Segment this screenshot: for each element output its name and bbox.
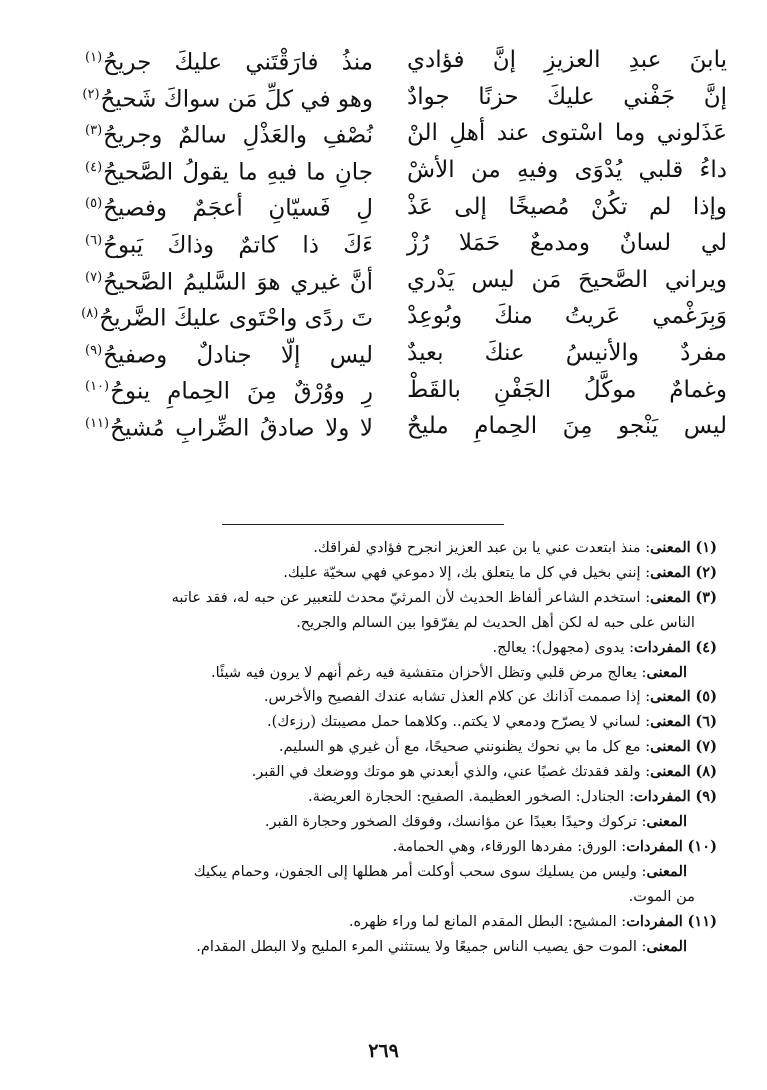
- footnote-number: (١١): [687, 912, 717, 930]
- footnote-number: (٩): [695, 788, 717, 806]
- footnote-marker: (١): [85, 49, 103, 65]
- verse-line: [62, 408, 727, 445]
- footnote: [60, 785, 717, 810]
- footnote-label: المفردات: [626, 837, 683, 855]
- verse-first-hemistich: وغمامٌ موكَّلُ الجَفْنِ بالقَطْ: [407, 376, 727, 403]
- footnote: [60, 685, 717, 710]
- footnote-marker: (٦): [85, 232, 103, 248]
- footnote-marker: (٥): [85, 196, 103, 212]
- verse-second-hemistich-text: نُصْفِ والعَذْلِ سالمٌ وجريحُ: [103, 122, 373, 149]
- footnote-separator: [222, 524, 504, 525]
- footnote: [60, 860, 717, 885]
- footnote-text: : يعالج مرض قلبي وتظل الأحزان متفشية فيه رغم أنهم لا يرون فيه شيئًا.: [211, 663, 647, 681]
- verse-second-hemistich: [85, 260, 373, 301]
- footnote-text: : يدوى (مجهول): يعالج.: [492, 638, 635, 656]
- footnote-label: المعنى: [646, 862, 687, 880]
- verse-second-hemistich: [85, 333, 373, 374]
- footnote: [60, 561, 717, 586]
- verse-second-hemistich-text: تَ ردًى واحْتَوى عليكَ الضَّريحُ: [99, 305, 373, 332]
- footnote-number: (١٠): [687, 837, 717, 855]
- footnote-label: المعنى: [650, 539, 691, 556]
- footnote-marker: (٢): [82, 86, 100, 102]
- verse-second-hemistich-text: لا ولا صادقُ الضِّرابِ مُشيحُ: [110, 415, 373, 442]
- footnote-label: المعنى: [650, 713, 691, 731]
- verse-second-hemistich: [85, 223, 373, 264]
- footnote-label: المعنى: [646, 812, 687, 830]
- footnote-label: المفردات: [634, 638, 691, 656]
- verse-first-hemistich: لي لسانٌ ومدمعٌ حَمَلا رُزْ: [407, 230, 727, 257]
- verse-second-hemistich: [82, 77, 373, 118]
- footnote: [60, 735, 717, 760]
- footnote-text: : إذا صممت آذانك عن كلام العذل تشابه عندك الفصيح والأخرس.: [263, 688, 651, 706]
- verse-first-hemistich: مفردٌ والأنيسُ عنكَ بعيدٌ: [407, 340, 727, 367]
- footnote-text: : ولقد فقدتك غصبًا عني، والذي أبعدني هو موتك ووضعك في القبر.: [251, 763, 651, 781]
- poem: [62, 42, 727, 445]
- footnote-marker: (٩): [85, 342, 103, 358]
- footnote-text: : تركوك وحيدًا بعيدًا عن مؤانسك، وفوقك الصخور وحجارة القبر.: [264, 812, 647, 830]
- verse-line: [62, 42, 727, 79]
- footnote-continuation: من الموت.: [628, 887, 695, 905]
- footnote-text: : مع كل ما بي نحوك يظنونني صحيحًا، مع أن غيري هو السليم.: [278, 738, 651, 756]
- verse-second-hemistich-text: ليس إلّا جنادلٌ وصفيحُ: [103, 342, 373, 369]
- verse-second-hemistich: [85, 186, 373, 227]
- footnote: [60, 835, 717, 860]
- footnote-number: (٤): [695, 638, 717, 656]
- verse-first-hemistich: ويراني الصَّحيحَ مَن ليس يَدْري: [407, 266, 727, 293]
- verse-second-hemistich: [85, 150, 373, 191]
- footnote-number: (٨): [695, 763, 717, 781]
- verse-line: [62, 225, 727, 262]
- footnote-marker: (٧): [85, 269, 103, 285]
- footnote: [60, 760, 717, 785]
- footnote-number: (٥): [695, 688, 717, 706]
- verse-first-hemistich: داءُ قلبي يُدْوَى وفيهِ من الأشْ: [407, 157, 727, 184]
- footnote: [60, 710, 717, 735]
- footnote-label: المفردات: [626, 912, 683, 930]
- footnote-text: : إنني بخيل في كل ما يتعلق بك، إلا دموعي فهي سخيّة عليك.: [283, 563, 651, 581]
- footnote-label: المعنى: [650, 588, 691, 606]
- footnote-number: (٣): [695, 588, 717, 606]
- verse-second-hemistich: [85, 113, 373, 154]
- footnote-continuation: الناس على حبه له لكن أهل الحديث لم يفرّقوا بين السالم والجريح.: [296, 613, 695, 631]
- verse-first-hemistich: وإذا لم تكُنْ مُصيخًا إلى عَذْ: [407, 193, 727, 220]
- footnote-label: المعنى: [650, 738, 691, 756]
- verse-first-hemistich: عَذَلوني وما اسْتوى عند أهلِ النْ: [407, 120, 727, 147]
- footnote-label: المفردات: [634, 788, 691, 806]
- footnote-text: : وليس من يسليك سوى سحب أوكلت أمر هطلها إلى الجفون، وحمام يبكيك: [193, 862, 647, 880]
- page-number: ٢٦٩: [368, 1040, 399, 1062]
- footnote: [60, 661, 717, 686]
- footnote-label: المعنى: [646, 937, 687, 955]
- footnote: [60, 910, 717, 935]
- footnote-label: المعنى: [650, 763, 691, 781]
- verse-first-hemistich: يابنَ عبدِ العزيزِ إنَّ فؤادي: [407, 47, 727, 74]
- verse-line: [62, 188, 727, 225]
- verse-first-hemistich: ليس يَنْجو مِنَ الحِمامِ مليحٌ: [407, 413, 727, 440]
- verse-first-hemistich: إنَّ جَفْني عليكَ حزنًا جوادٌ: [407, 83, 727, 110]
- verse-line: [62, 152, 727, 189]
- footnote-marker: (٣): [85, 123, 103, 139]
- footnote-marker: (٨): [81, 306, 99, 322]
- verse-second-hemistich: [85, 40, 373, 81]
- footnote-number: (٧): [695, 738, 717, 756]
- footnote-number: (٦): [695, 713, 717, 731]
- footnote-label: المعنى: [646, 663, 687, 681]
- verse-second-hemistich-text: منذُ فارَقْتَني عليكَ جريحُ: [103, 49, 373, 76]
- verse-first-hemistich: وَبِرَغْمي عَريتُ منكَ وبُوعِدْ: [407, 303, 727, 330]
- verse-line: [62, 371, 727, 408]
- footnote-label: المعنى: [650, 563, 691, 581]
- verse-second-hemistich: [85, 406, 373, 447]
- footnote: [60, 810, 717, 835]
- verse-second-hemistich-text: لِ فَسيّانِ أعجَمٌ وفصيحُ: [103, 196, 373, 222]
- footnote-text: : الموت حق يصيب الناس جميعًا ولا يستثني المرء المليح ولا البطل المقدام.: [196, 937, 647, 955]
- verse-line: [62, 298, 727, 335]
- footnote-label: المعنى: [650, 688, 691, 706]
- footnote-marker: (١٠): [85, 379, 110, 395]
- footnote-marker: (٤): [85, 159, 103, 175]
- footnote-text: : استخدم الشاعر ألفاظ الحديث لأن المرثيّ محدث للتعبير عن حبه له، فقد عاتبه: [171, 588, 651, 606]
- verse-line: [62, 115, 727, 152]
- footnote-text: : منذ ابتعدت عني يا بن عبد العزيز انجرح فؤادي لفراقك.: [313, 539, 651, 556]
- verse-second-hemistich: [85, 369, 373, 410]
- footnote-text: : الورق: مفردها الورقاء، وهي الحمامة.: [392, 837, 627, 855]
- verse-second-hemistich-text: جانِ ما فيهِ ما يقولُ الصَّحيحُ: [103, 159, 373, 186]
- verse-second-hemistich-text: رِ ووُرْقٌ مِنَ الحِمامِ ينوحُ: [110, 378, 373, 405]
- footnote: [60, 536, 717, 561]
- footnote-marker: (١١): [85, 415, 110, 431]
- verse-second-hemistich-text: وهو في كلِّ مَن سواكَ شَحيحُ: [100, 86, 373, 113]
- verse-line: [62, 335, 727, 372]
- verse-line: [62, 262, 727, 299]
- footnote-number: (٢): [695, 563, 717, 581]
- footnote-number: (١): [695, 539, 717, 556]
- footnote-text: : المشيح: البطل المقدم المانع لما وراء ظهره.: [348, 912, 627, 930]
- verse-second-hemistich-text: أنَّ غيري هوَ السَّليمُ الصَّحيحُ: [103, 269, 373, 296]
- footnotes: [60, 536, 717, 959]
- verse-second-hemistich: [81, 296, 373, 337]
- footnote: [60, 935, 717, 960]
- footnote: [60, 636, 717, 661]
- verse-line: [62, 79, 727, 116]
- footnote-text: : لساني لا يصرّح ودمعي لا يكتم.. وكلاهما حمل مصيبتك (رزءك).: [267, 713, 651, 731]
- footnote: [60, 586, 717, 611]
- verse-second-hemistich-text: ءَكَ ذا كاتمٌ وذاكَ يَبوحُ: [103, 232, 373, 259]
- footnote-text: : الجنادل: الصخور العظيمة. الصفيح: الحجارة العريضة.: [307, 788, 635, 806]
